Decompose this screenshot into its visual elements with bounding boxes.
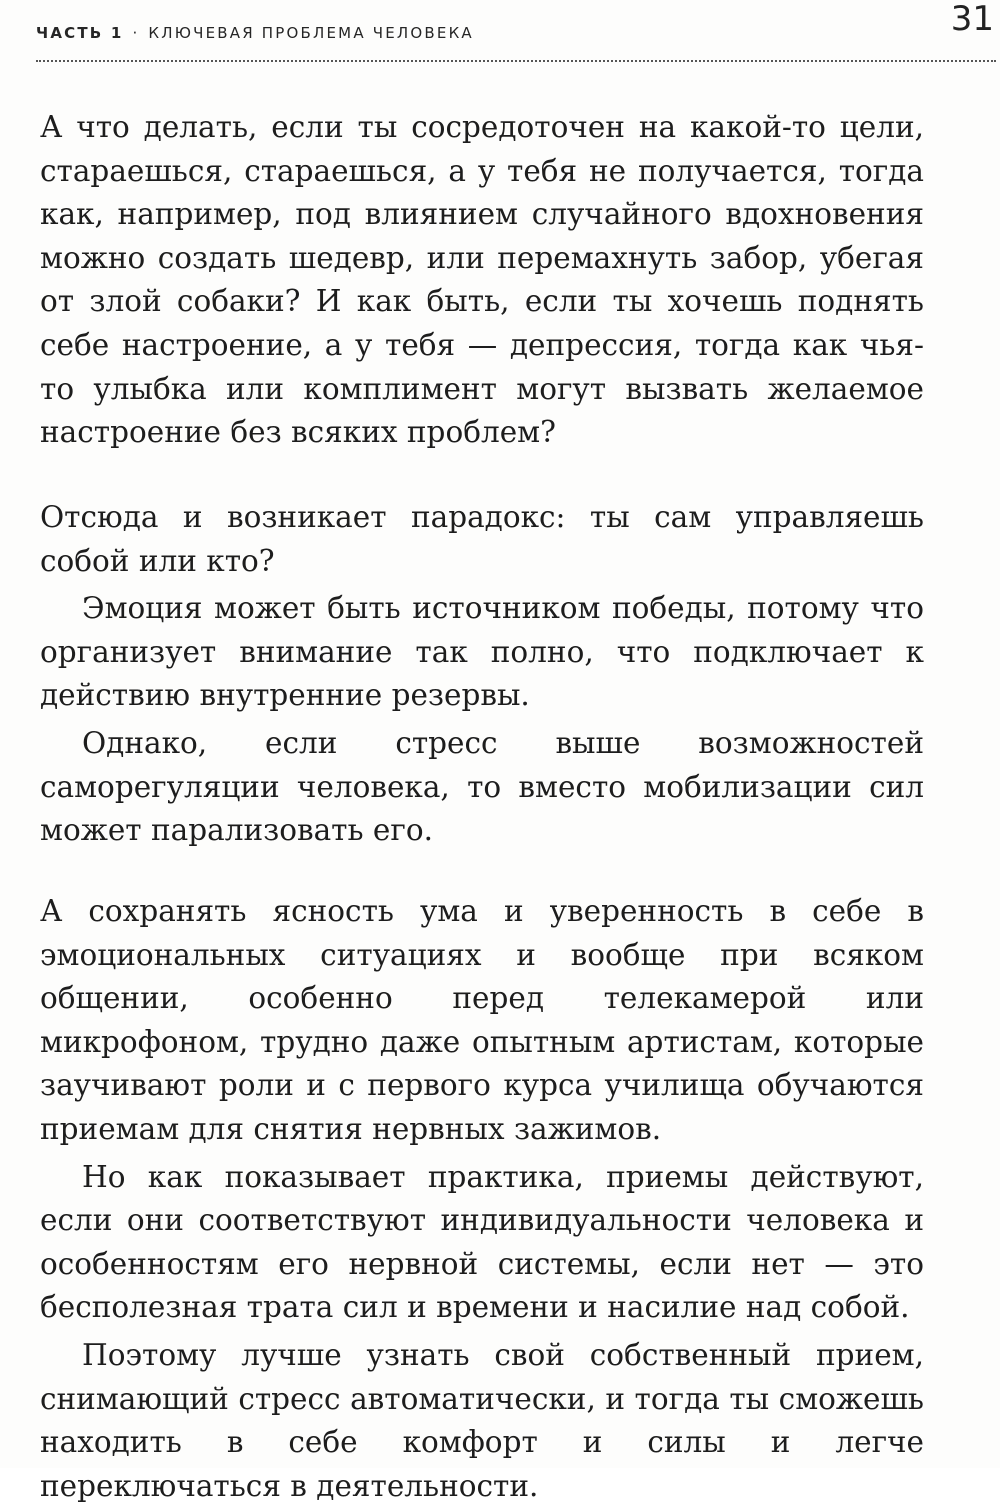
text-block-1 bbox=[40, 106, 924, 455]
paragraph-5: А сохранять ясность ума и уверенность в себе в эмоциональных ситуациях и вообще при всяком общении, особенно перед телекамерой или микрофоном, трудно даже опытным артистам, которые заучивают роли и с первого курса училища обучаются приемам для снятия нервных зажимов. bbox=[40, 894, 924, 1146]
part-label: ЧАСТЬ 1 bbox=[36, 24, 124, 42]
running-head bbox=[36, 24, 474, 42]
paragraph-1: А что делать, если ты сосредоточен на какой-то цели, стараешься, стараешься, а у тебя не получается, тогда как, например, под влиянием случайного вдохновения можно создать шедевр, или перемахнуть забор, убегая от злой собаки? И как быть, если ты хочешь поднять себе настроение, а у тебя — депрессия, тогда как чья-то улыбка или комплимент могут вызвать желаемое настроение без всяких проблем? bbox=[40, 110, 924, 450]
text-block-3 bbox=[40, 890, 924, 1508]
paragraph-6: Но как показывает практика, приемы действуют, если они соответствуют индивидуальности человека и особенностям его нервной системы, если нет — это бесполезная трата сил и времени и насилие над собой. bbox=[40, 1159, 924, 1325]
paragraph-3: Эмоция может быть источником победы, потому что организует внимание так полно, что подключает к действию внутренние резервы. bbox=[40, 591, 924, 713]
header-separator: · bbox=[132, 24, 140, 42]
page-number: 31 bbox=[950, 0, 994, 39]
text-block-2 bbox=[40, 496, 924, 853]
paragraph-2: Отсюда и возникает парадокс: ты сам управляешь собой или кто? bbox=[40, 500, 924, 578]
header-divider bbox=[36, 60, 996, 62]
paragraph-4: Однако, если стресс выше возможностей саморегуляции человека, то вместо мобилизации сил может парализовать его. bbox=[40, 725, 924, 848]
chapter-title: КЛЮЧЕВАЯ ПРОБЛЕМА ЧЕЛОВЕКА bbox=[148, 24, 474, 42]
paragraph-7: Поэтому лучше узнать свой собственный прием, снимающий стресс автоматически, и тогда ты сможешь находить в себе комфорт и силы и легче переключаться в деятельности. bbox=[40, 1337, 924, 1503]
